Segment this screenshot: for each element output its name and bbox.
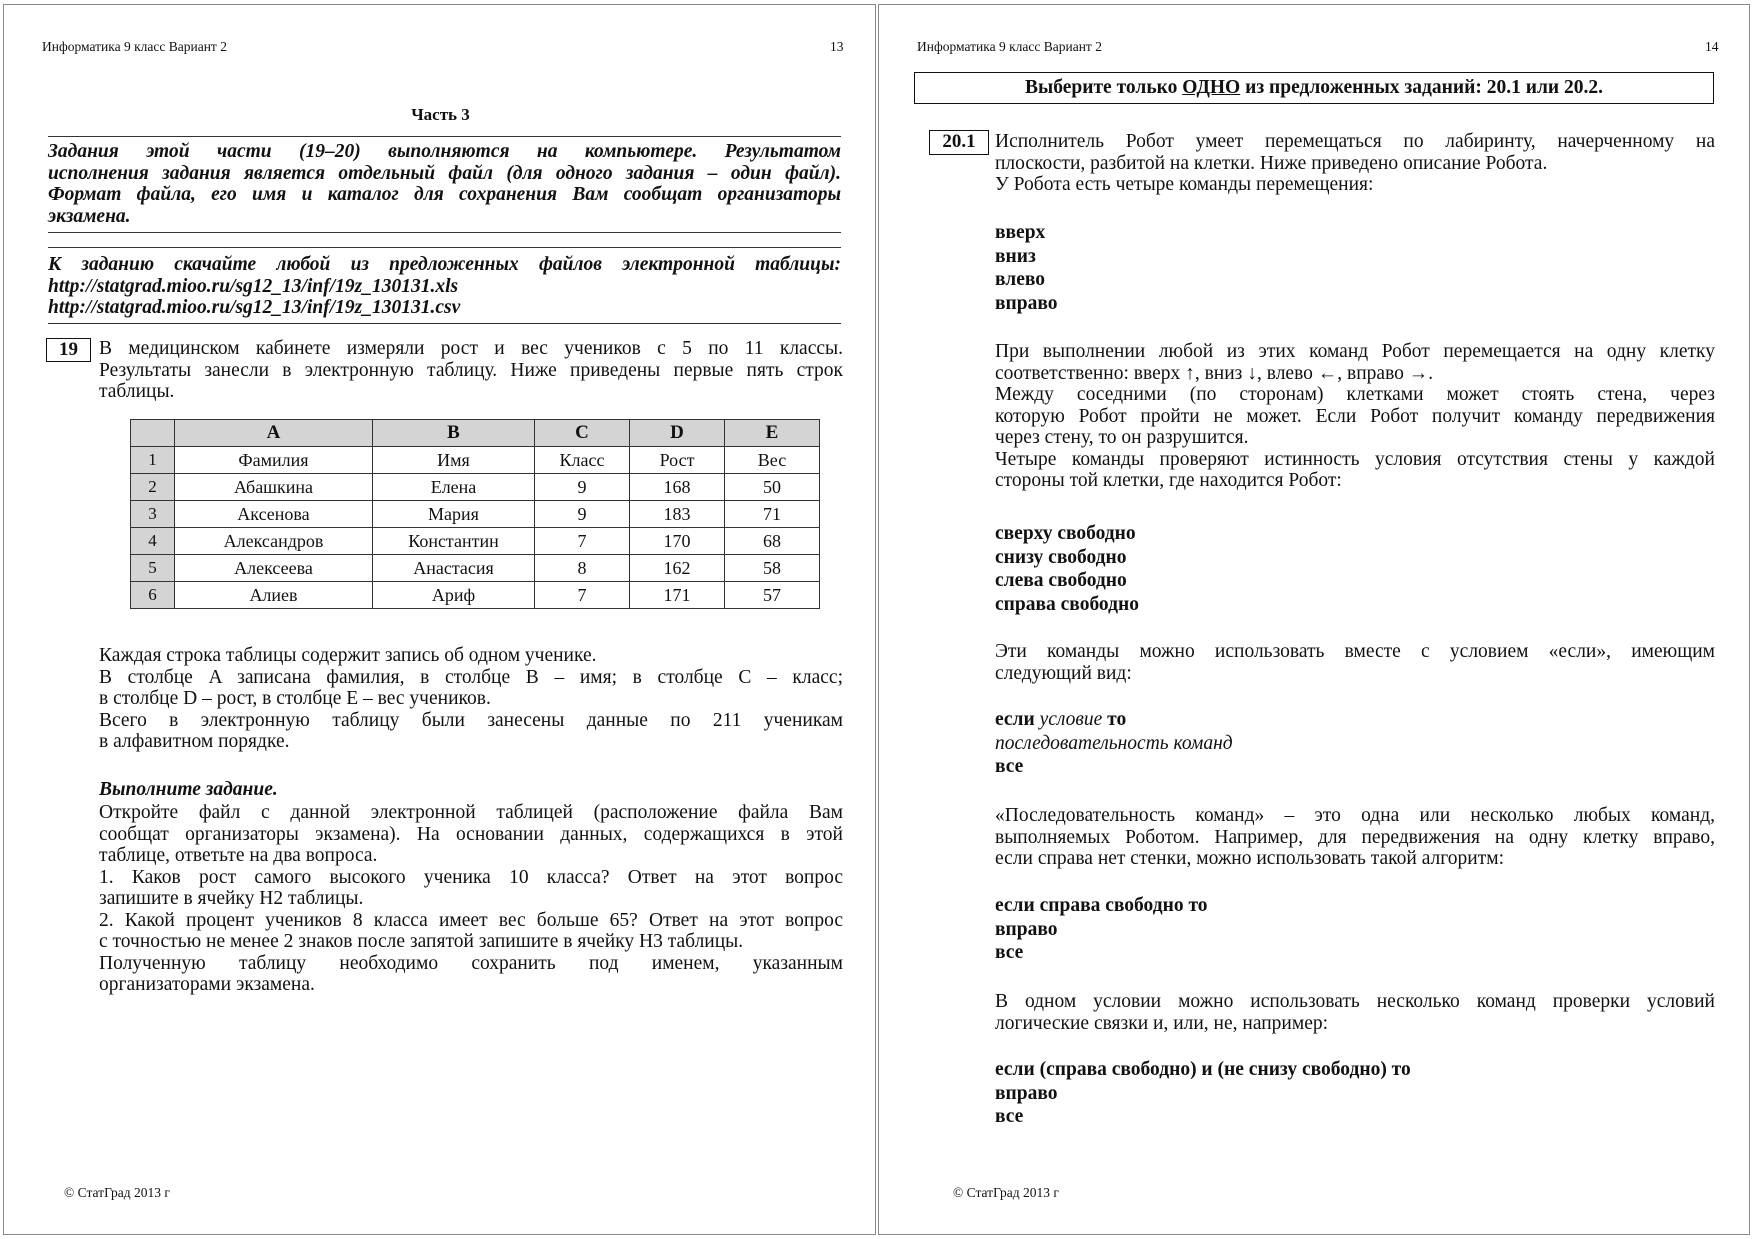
row-number: 1: [131, 447, 175, 474]
row-number: 5: [131, 555, 175, 582]
keyword: то: [1107, 709, 1127, 730]
table-cell: 9: [535, 474, 630, 501]
divider: [48, 136, 841, 137]
text-line: в столбце D – рост, в столбце E – вес учеников.: [99, 688, 491, 709]
text-line: организаторами экзамена.: [99, 974, 315, 995]
task-number-box: 19: [46, 338, 91, 362]
text-line: У Робота есть четыре команды перемещения:: [995, 174, 1374, 195]
text-line: соответственно: вверх ↑, вниз ↓, влево ←, вправо →.: [995, 362, 1434, 384]
page-number: 13: [830, 39, 844, 54]
text-line: Исполнитель Робот умеет перемещаться по лабиринту, начерченному на: [995, 131, 1715, 152]
do-task-text: [99, 802, 843, 996]
table-cell: 58: [725, 555, 820, 582]
table-row: [131, 528, 820, 555]
table-row: [131, 474, 820, 501]
do-task-title: Выполните задание.: [99, 779, 278, 800]
table-cell: Абашкина: [175, 474, 373, 501]
table-cell: 8: [535, 555, 630, 582]
text-line: Всего в электронную таблицу были занесены данные по 211 ученикам: [99, 709, 843, 731]
table-cell: Константин: [373, 528, 535, 555]
left-page: [3, 4, 876, 1235]
command: влево: [995, 269, 1046, 290]
column-header: C: [535, 420, 630, 447]
sequence-description: [995, 805, 1715, 870]
table-cell: Александров: [175, 528, 373, 555]
text-line: выполняемых Роботом. Например, для передвижения на одну клетку вправо,: [995, 826, 1715, 848]
text-line: Эти команды можно использовать вместе с условием «если», имеющим: [995, 641, 1715, 662]
text-line: В столбце A записана фамилия, в столбце B – имя; в столбце C – класс;: [99, 666, 843, 688]
row-number: 2: [131, 474, 175, 501]
table-cell: 162: [630, 555, 725, 582]
table-cell: 168: [630, 474, 725, 501]
code-line: все: [995, 942, 1024, 963]
table-cell: 9: [535, 501, 630, 528]
table-cell: 71: [725, 501, 820, 528]
download-link-xls[interactable]: http://statgrad.mioo.ru/sg12_13/inf/19z_130131.xls: [48, 275, 459, 297]
text-line: В медицинском кабинете измеряли рост и вес учеников с 5 по 11 классы.: [99, 338, 843, 359]
task-intro: [995, 131, 1715, 196]
logic-description: [995, 991, 1715, 1034]
code-line: вправо: [995, 1082, 1058, 1104]
check-commands: [995, 522, 1139, 616]
table-cell: 68: [725, 528, 820, 555]
table-cell: Елена: [373, 474, 535, 501]
text-line: следующий вид:: [995, 662, 1132, 684]
download-link-csv[interactable]: http://statgrad.mioo.ru/sg12_13/inf/19z_130131.csv: [48, 297, 461, 318]
table-row: [131, 555, 820, 582]
row-number: 3: [131, 501, 175, 528]
page-number: 14: [1705, 39, 1719, 54]
table-cell: Аксенова: [175, 501, 373, 528]
page-footer: © СтатГрад 2013 г: [64, 1185, 170, 1200]
command: слева свободно: [995, 570, 1127, 591]
code-line: если (справа свободно) и (не снизу свободно) то: [995, 1059, 1411, 1080]
text-line: В одном условии можно использовать несколько команд проверки условий: [995, 991, 1715, 1012]
move-commands: [995, 221, 1058, 315]
page-footer: © СтатГрад 2013 г: [953, 1185, 1059, 1200]
divider: [48, 232, 841, 233]
text-line: плоскости, разбитой на клетки. Ниже приведено описание Робота.: [995, 152, 1548, 174]
move-description: [995, 341, 1715, 492]
download-instructions: [48, 254, 841, 319]
text-line: Четыре команды проверяют истинность условия отсутствия стены у каждой: [995, 448, 1715, 470]
text-line: Полученную таблицу необходимо сохранить под именем, указанным: [99, 952, 843, 974]
table-cell: Анастасия: [373, 555, 535, 582]
intro-line: Формат файла, его имя и каталог для сохранения Вам сообщат организаторы: [48, 184, 841, 205]
keyword: все: [995, 756, 1024, 777]
table-row: [131, 501, 820, 528]
column-header: D: [630, 420, 725, 447]
table-cell: Имя: [373, 447, 535, 474]
intro-line: Задания этой части (19–20) выполняются на компьютере. Результатом: [48, 141, 841, 162]
code-line: все: [995, 1106, 1024, 1127]
column-header: E: [725, 420, 820, 447]
choose-task-banner: [914, 72, 1714, 104]
text-line: стороны той клетки, где находится Робот:: [995, 470, 1342, 491]
command: сверху свободно: [995, 523, 1136, 544]
table-cell: Фамилия: [175, 447, 373, 474]
text-line: Между соседними (по сторонам) клетками может стоять стена, через: [995, 384, 1715, 405]
table-cell: 7: [535, 582, 630, 609]
page-header: Информатика 9 класс Вариант 2: [917, 39, 1102, 54]
command: вниз: [995, 245, 1036, 267]
text-line: Каждая строка таблицы содержит запись об одном ученике.: [99, 645, 597, 666]
text-line: таблице, ответьте на два вопроса.: [99, 845, 378, 866]
placeholder: последовательность команд: [995, 732, 1233, 754]
text-line: 2. Какой процент учеников 8 класса имеет вес больше 65? Ответ на этот вопрос: [99, 909, 843, 931]
task-number-box: 20.1: [929, 130, 989, 155]
column-header: A: [175, 420, 373, 447]
text-line: через стену, то он разрушится.: [995, 427, 1249, 448]
choose-text: Выберите только: [1025, 77, 1183, 98]
table-description: [99, 645, 843, 753]
text-line: «Последовательность команд» – это одна или несколько любых команд,: [995, 805, 1715, 826]
table-cell: Класс: [535, 447, 630, 474]
table-cell: 171: [630, 582, 725, 609]
intro-line: исполнения задания является отдельный файл (для одного задания – один файл).: [48, 162, 841, 184]
text-line: Откройте файл с данной электронной таблицей (расположение файла Вам: [99, 802, 843, 823]
table-cell: Мария: [373, 501, 535, 528]
task-intro: [99, 338, 843, 403]
text-line: с точностью не менее 2 знаков после запятой запишите в ячейку H3 таблицы.: [99, 931, 744, 952]
table-cell: Ариф: [373, 582, 535, 609]
column-header: B: [373, 420, 535, 447]
table-cell: Рост: [630, 447, 725, 474]
divider: [48, 247, 841, 248]
text-line: Результаты занесли в электронную таблицу. Ниже приведены первые пять строк: [99, 359, 843, 381]
table-cell: 7: [535, 528, 630, 555]
text-line: в алфавитном порядке.: [99, 731, 290, 752]
table-cell: Алексеева: [175, 555, 373, 582]
choose-text: из предложенных заданий: 20.1 или 20.2.: [1240, 77, 1603, 98]
text-line: 1. Каков рост самого высокого ученика 10 класса? Ответ на этот вопрос: [99, 866, 843, 888]
if-template: [995, 708, 1233, 779]
column-header-row: [131, 420, 820, 447]
keyword: если: [995, 709, 1035, 730]
corner-cell: [131, 420, 175, 447]
page-header: Информатика 9 класс Вариант 2: [42, 39, 227, 54]
table-cell: 57: [725, 582, 820, 609]
code-line: вправо: [995, 918, 1058, 940]
if-intro: [995, 641, 1715, 684]
text-line: При выполнении любой из этих команд Робот перемещается на одну клетку: [995, 341, 1715, 362]
command: вверх: [995, 222, 1046, 243]
code-line: если справа свободно то: [995, 895, 1208, 916]
table-row: [131, 582, 820, 609]
table-row: [131, 447, 820, 474]
row-number: 4: [131, 528, 175, 555]
command: снизу свободно: [995, 546, 1127, 568]
text-line: которую Робот пройти не может. Если Робот получит команду передвижения: [995, 405, 1715, 427]
command: справа свободно: [995, 593, 1139, 615]
table-cell: Алиев: [175, 582, 373, 609]
download-line: К заданию скачайте любой из предложенных файлов электронной таблицы:: [48, 254, 841, 275]
text-line: логические связки и, или, не, например:: [995, 1012, 1329, 1034]
intro-instructions: [48, 141, 841, 227]
right-page: [878, 4, 1750, 1235]
divider: [48, 323, 841, 324]
command: вправо: [995, 292, 1058, 314]
example-algorithm-1: [995, 894, 1208, 965]
table-cell: 170: [630, 528, 725, 555]
example-algorithm-2: [995, 1058, 1411, 1129]
text-line: запишите в ячейку H2 таблицы.: [99, 888, 364, 909]
spreadsheet-table: [130, 419, 820, 609]
row-number: 6: [131, 582, 175, 609]
placeholder: условие: [1039, 709, 1103, 730]
choose-emphasis: ОДНО: [1182, 77, 1241, 98]
table-cell: 183: [630, 501, 725, 528]
table-cell: Вес: [725, 447, 820, 474]
text-line: сообщат организаторы экзамена). На основании данных, содержащихся в этой: [99, 823, 843, 845]
intro-line: экзамена.: [48, 205, 131, 227]
text-line: если справа нет стенки, можно использовать такой алгоритм:: [995, 848, 1504, 869]
table-cell: 50: [725, 474, 820, 501]
text-line: таблицы.: [99, 381, 175, 402]
part-title: Часть 3: [411, 105, 470, 124]
template-line: [995, 708, 1233, 732]
